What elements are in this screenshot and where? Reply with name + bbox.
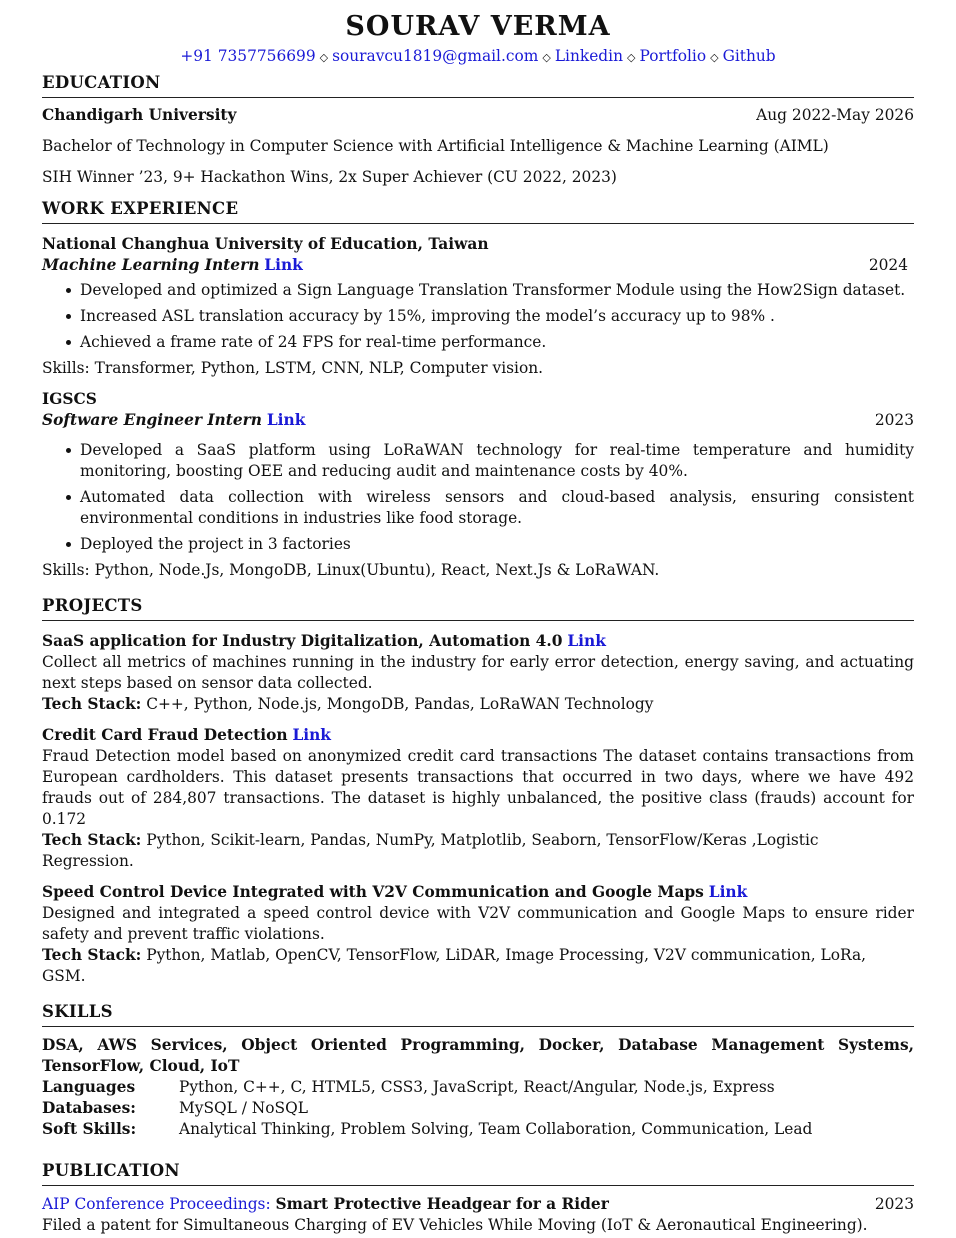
project-link[interactable]: Link [567, 632, 606, 650]
core-skills: DSA, AWS Services, Object Oriented Programming, Docker, Database Management Systems, TensorFlow, Cloud, IoT [42, 1036, 914, 1075]
job-role: Software Engineer Intern [42, 411, 262, 429]
skill-value: Analytical Thinking, Problem Solving, Team Collaboration, Communication, Lead [179, 1120, 813, 1138]
publication-title: Smart Protective Headgear for a Rider [275, 1195, 609, 1213]
tech-stack: C++, Python, Node.js, MongoDB, Pandas, LoRaWAN Technology [146, 695, 654, 713]
job-year: 2024 [868, 256, 908, 274]
publication-entry [42, 1194, 914, 1215]
education-entry [42, 105, 914, 126]
project-description: Collect all metrics of machines running in the industry for early error detection, energy saving, and actuating next steps based on sensor data collected. [42, 653, 914, 692]
job-bullets [42, 280, 914, 353]
job-entry [42, 389, 914, 581]
tech-stack: Python, Matlab, OpenCV, TensorFlow, LiDAR, Image Processing, V2V communication, LoRa, GSM. [42, 946, 867, 985]
project-link[interactable]: Link [708, 883, 748, 901]
skill-label: Databases: [42, 1099, 136, 1117]
portfolio-link[interactable]: Portfolio [639, 47, 707, 65]
linkedin-link[interactable]: Linkedin [554, 47, 623, 65]
separator-icon: ◇ [542, 51, 551, 64]
project-name: Speed Control Device Integrated with V2V Communication and Google Maps [42, 883, 704, 901]
project-entry [42, 725, 914, 872]
work-heading: WORK EXPERIENCE [42, 198, 914, 224]
list-item: Developed a SaaS platform using LoRaWAN technology for real-time temperature and humidity monitoring, boosting OEE and reducing audit and maintenance costs by 40%. [80, 441, 914, 480]
skills-table [42, 1077, 914, 1140]
list-item: Achieved a frame rate of 24 FPS for real-time performance. [80, 332, 914, 353]
tech-stack-label: Tech Stack: [42, 831, 142, 849]
project-link[interactable]: Link [292, 726, 331, 744]
skill-label: Soft Skills: [42, 1120, 137, 1138]
skill-label: Languages [42, 1078, 136, 1096]
tech-stack-label: Tech Stack: [42, 695, 142, 713]
publication-year: 2023 [874, 1195, 914, 1213]
list-item: Developed and optimized a Sign Language Translation Transformer Module using the How2Sign dataset. [80, 280, 914, 301]
school-name: Chandigarh University [42, 106, 237, 124]
job-link[interactable]: Link [264, 256, 303, 274]
job-skills: Skills: Python, Node.Js, MongoDB, Linux(Ubuntu), React, Next.Js & LoRaWAN. [42, 561, 660, 579]
job-org: IGSCS [42, 390, 97, 408]
job-org: National Changhua University of Education, Taiwan [42, 235, 489, 253]
achievements: SIH Winner ’23, 9+ Hackathon Wins, 2x Super Achiever (CU 2022, 2023) [42, 168, 617, 186]
job-year: 2023 [874, 411, 914, 429]
job-role: Machine Learning Intern [42, 256, 260, 274]
job-role-row [42, 410, 914, 431]
job-bullets [42, 440, 914, 555]
list-item: Deployed the project in 3 factories [80, 534, 914, 555]
tech-stack: Python, Scikit-learn, Pandas, NumPy, Matplotlib, Seaborn, TensorFlow/Keras ,Logistic Regression. [42, 831, 819, 870]
contact-line [42, 46, 914, 68]
project-entry [42, 631, 914, 715]
job-role-row [42, 255, 914, 276]
phone-link[interactable]: +91 7357756699 [180, 47, 316, 65]
list-item: Increased ASL translation accuracy by 15%, improving the model’s accuracy up to 98% . [80, 306, 914, 327]
publication-venue-link[interactable]: AIP Conference Proceedings: [42, 1195, 271, 1213]
project-description: Designed and integrated a speed control device with V2V communication and Google Maps to ensure rider safety and prevent traffic violations. [42, 904, 914, 943]
skill-value: MySQL / NoSQL [179, 1099, 308, 1117]
education-heading: EDUCATION [42, 72, 914, 98]
tech-stack-label: Tech Stack: [42, 946, 142, 964]
separator-icon: ◇ [710, 51, 719, 64]
job-entry [42, 234, 914, 379]
education-dates: Aug 2022-May 2026 [756, 106, 914, 124]
publication-heading: PUBLICATION [42, 1160, 914, 1186]
project-name: SaaS application for Industry Digitalization, Automation 4.0 [42, 632, 563, 650]
separator-icon: ◇ [319, 51, 329, 64]
project-entry [42, 882, 914, 987]
project-name: Credit Card Fraud Detection [42, 726, 288, 744]
skill-value: Python, C++, C, HTML5, CSS3, JavaScript, React/Angular, Node.js, Express [179, 1078, 775, 1096]
candidate-name: SOURAV VERMA [345, 11, 611, 42]
github-link[interactable]: Github [722, 47, 776, 65]
project-description: Fraud Detection model based on anonymized credit card transactions The dataset contains transactions from European cardholders. This dataset presents transactions that occurred in two days, where we have 492 frauds out of 284,807 transactions. The dataset is highly unbalanced, the positive class (frauds) account for 0.172 [42, 747, 914, 828]
degree: Bachelor of Technology in Computer Science with Artificial Intelligence & Machine Learning (AIML) [42, 137, 829, 155]
list-item: Automated data collection with wireless sensors and cloud-based analysis, ensuring consistent environmental conditions in industries like food storage. [80, 488, 914, 527]
separator-icon: ◇ [627, 51, 636, 64]
patent-text: Filed a patent for Simultaneous Charging of EV Vehicles While Moving (IoT & Aeronautical Engineering). [42, 1216, 868, 1234]
skills-heading: SKILLS [42, 1001, 914, 1027]
job-skills: Skills: Transformer, Python, LSTM, CNN, NLP, Computer vision. [42, 359, 544, 377]
job-link[interactable]: Link [266, 411, 306, 429]
resume-page [42, 0, 914, 1236]
projects-heading: PROJECTS [42, 595, 914, 621]
email-link[interactable]: souravcu1819@gmail.com [332, 47, 539, 65]
